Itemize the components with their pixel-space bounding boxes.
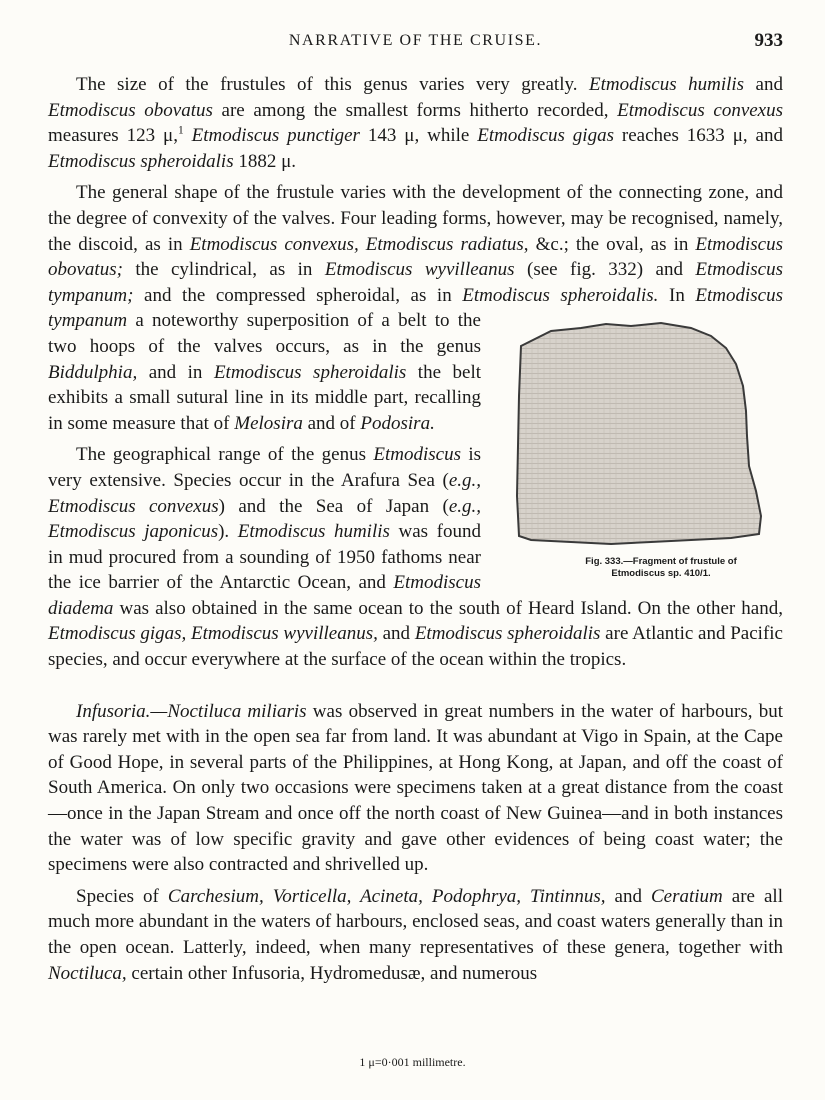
paragraph-5: Species of Carchesium, Vorticella, Acineta, Podophrya, Tintinnus, and Ceratium are all much more abundant in the waters of harbours, enclosed seas, and coast waters generally than in the open ocean. Latterly, indeed, when many representatives of these genera, together with Noctiluca, certain other Infusoria, Hydromedusæ, and numerous bbox=[48, 885, 783, 984]
frustule-fragment-illustration bbox=[511, 316, 783, 556]
figure-caption bbox=[511, 556, 783, 580]
footnote: 1 μ=0·001 millimetre. bbox=[359, 1055, 466, 1069]
paragraph-2: The general shape of the frustule varies with the development of the connecting zone, and the degree of convexity of the valves. Four leading forms, however, may be recognised, namely, the discoid, as in Etmodiscus convexus, Etmodiscus radiatus, &c.; the oval, as in Etmodiscus obovatus; the cylindrical, as in Etmodiscus wyvilleanus (see fig. 332) and Etmodiscus tympanum; and the compressed spheroidal, as in Etmodiscus spheroidalis. Fig. 333.—Fragment of frustule of Etmodiscus sp. 410/1. In Etmodiscus tympanum a noteworthy superposition of a belt to the two hoops of the valves occurs, as in the genus Biddulphia, and in Etmodiscus spheroidalis the belt exhibits a small sutural line in its middle part, recalling in some measure that of Melosira and of Podosira. bbox=[48, 182, 784, 580]
running-title: NARRATIVE OF THE CRUISE. bbox=[288, 32, 543, 49]
page-header bbox=[48, 32, 783, 56]
paragraph-3: The geographical range of the genus Etmodiscus is very extensive. Species occur in the Arafura Sea (e.g., Etmodiscus convexus) and the Sea of Japan (e.g., Etmodiscus japonicus). Etmodiscus humilis was found in mud procured from a sounding of 1950 fathoms near the ice barrier of the Antarctic Ocean, and Etmodiscus diadema was also obtained in the same ocean to the south of Heard Island. On the other hand, Etmodiscus gigas, Etmodiscus wyvilleanus, and Etmodiscus spheroidalis are Atlantic and Pacific species, and occur everywhere at the surface of the ocean within the tropics. bbox=[48, 444, 783, 671]
paragraph-1: The size of the frustules of this genus varies very greatly. Etmodiscus humilis and Etmodiscus obovatus are among the smallest forms hitherto recorded, Etmodiscus convexus measures 123 μ,$^1$ Etmodiscus punctiger 143 μ, while Etmodiscus gigas reaches 1633 μ, and Etmodiscus spheroidalis 1882 μ. bbox=[48, 74, 784, 172]
paragraph-4: Infusoria.—Noctiluca miliaris was observed in great numbers in the water of harbours, but was rarely met with in the open sea far from land. It was abundant at Vigo in Spain, at the Cape of Good Hope, in several parts of the Philippines, at Hong Kong, at Japan, and off the coast of South America. On only two occasions were specimens taken at a great distance from the coast—once in the Japan Stream and once off the north coast of New Guinea—and in both instances the water was of low specific gravity and gave other evidences of being coast water; the specimens were also contracted and shrivelled up. bbox=[48, 700, 783, 876]
fragment-shape bbox=[517, 323, 761, 544]
page-number: 933 bbox=[754, 30, 783, 51]
caption-label: Fig. 333.—Fragment of frustule of bbox=[585, 556, 737, 568]
caption-species: Etmodiscus sp. 410/1. bbox=[611, 568, 711, 580]
body-text bbox=[48, 72, 783, 992]
figure-333 bbox=[511, 316, 783, 580]
footnote-marker: 1 bbox=[177, 124, 184, 137]
